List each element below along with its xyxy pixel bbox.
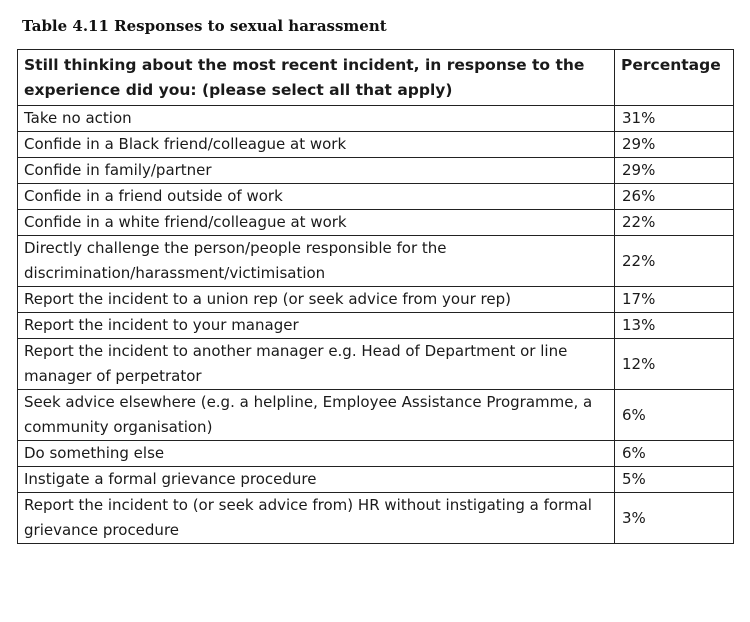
- row-response: Report the incident to (or seek advice from) HR without instigating a formal grievance procedure: [18, 493, 615, 544]
- row-percentage: 3%: [615, 493, 734, 544]
- table-row: [18, 210, 734, 236]
- row-response: Confide in a white friend/colleague at work: [18, 210, 615, 236]
- row-percentage: 6%: [615, 441, 734, 467]
- header-percentage: Percentage: [615, 50, 734, 106]
- row-response: Seek advice elsewhere (e.g. a helpline, Employee Assistance Programme, a community organisation): [18, 390, 615, 441]
- table-row: [18, 390, 734, 441]
- table-caption: Table 4.11 Responses to sexual harassment: [22, 17, 387, 35]
- table-row: [18, 493, 734, 544]
- row-percentage: 6%: [615, 390, 734, 441]
- table-row: [18, 441, 734, 467]
- row-response: Report the incident to your manager: [18, 313, 615, 339]
- row-response: Report the incident to another manager e.g. Head of Department or line manager of perpetrator: [18, 339, 615, 390]
- row-percentage: 13%: [615, 313, 734, 339]
- responses-table: [17, 49, 734, 544]
- row-percentage: 12%: [615, 339, 734, 390]
- table-row: [18, 287, 734, 313]
- table-row: [18, 339, 734, 390]
- row-response: Report the incident to a union rep (or seek advice from your rep): [18, 287, 615, 313]
- row-response: Directly challenge the person/people responsible for the discrimination/harassment/victimisation: [18, 236, 615, 287]
- row-percentage: 17%: [615, 287, 734, 313]
- row-percentage: 22%: [615, 210, 734, 236]
- row-percentage: 26%: [615, 184, 734, 210]
- row-percentage: 31%: [615, 106, 734, 132]
- table-row: [18, 467, 734, 493]
- table-row: [18, 106, 734, 132]
- row-response: Instigate a formal grievance procedure: [18, 467, 615, 493]
- row-percentage: 5%: [615, 467, 734, 493]
- row-response: Confide in family/partner: [18, 158, 615, 184]
- row-percentage: 29%: [615, 158, 734, 184]
- row-response: Take no action: [18, 106, 615, 132]
- row-percentage: 22%: [615, 236, 734, 287]
- table-row: [18, 132, 734, 158]
- header-question: Still thinking about the most recent incident, in response to the experience did you: (please select all that apply): [18, 50, 615, 106]
- row-response: Confide in a Black friend/colleague at work: [18, 132, 615, 158]
- row-response: Confide in a friend outside of work: [18, 184, 615, 210]
- table-row: [18, 313, 734, 339]
- table-row: [18, 236, 734, 287]
- row-percentage: 29%: [615, 132, 734, 158]
- table-row: [18, 184, 734, 210]
- table-row: [18, 158, 734, 184]
- row-response: Do something else: [18, 441, 615, 467]
- table-header-row: [18, 50, 734, 106]
